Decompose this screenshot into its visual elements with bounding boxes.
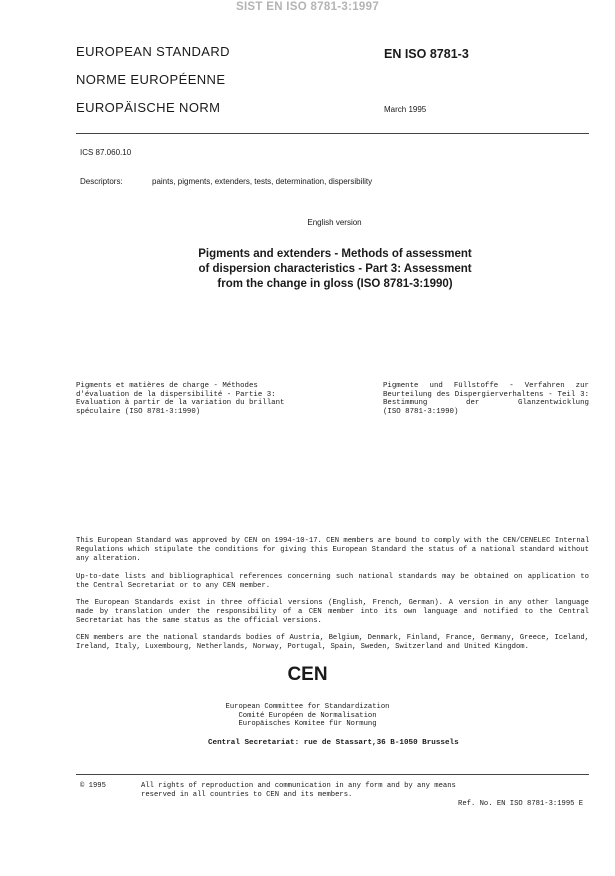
paragraph-line: CEN members are the national standards bodies of Austria, Belgium, Denmark, Finland, France, Germany, Greece, Iceland, [76,634,589,642]
paragraph-line: The European Standards exist in three official versions (English, French, German). A version in any other language [76,599,589,607]
cen-name-german: Europäisches Komitee für Normung [238,720,377,729]
title-line: from the change in gloss (ISO 8781-3:1990) [217,278,453,290]
descriptors-value: paints, pigments, extenders, tests, determination, dispersibility [152,177,373,186]
title-de-line: Beurteilung des Dispergierverhaltens - Teil 3: [383,390,589,399]
title-de-line: Bestimmung der Glanzentwicklung [383,399,589,407]
title-fr-line: Evaluation à partir de la variation du brillant [76,399,285,407]
title-fr-line: d'évaluation de la dispersibilité - Partie 3: [76,390,276,399]
cen-name-english: European Committee for Standardization [225,703,390,711]
header-norme-europeenne: NORME EUROPÉENNE [76,72,226,87]
version-label: English version [307,218,362,227]
publication-date: March 1995 [384,105,427,114]
header-divider [76,133,589,134]
copyright: © 1995 [80,782,106,790]
cen-logo: CEN [287,664,328,685]
title-de-line: (ISO 8781-3:1990) [383,407,459,416]
document-title [160,247,510,292]
paragraph-line: Secretariat has the same status as the official versions. [76,616,322,625]
central-secretariat: Central Secretariat: rue de Stassart,36 B-1050 Brussels [208,739,459,747]
header-european-standard: EUROPEAN STANDARD [76,44,230,59]
title-german [383,382,589,416]
cen-name-french: Comité Européen de Normalisation [238,711,377,720]
title-fr-line: Pigments et matières de charge - Méthodes [76,382,258,390]
paragraph-line: the Central Secretariat or to any CEN member. [76,581,271,590]
title-french [76,382,285,416]
members-paragraph [76,634,589,652]
descriptors-label: Descriptors: [80,177,123,186]
rights-line-2: reserved in all countries to CEN and its members. [141,791,353,799]
paragraph-line: Ireland, Italy, Luxembourg, Netherlands, Norway, Portugal, Spain, Sweden, Switzerland and United Kingdom. [76,642,529,651]
versions-paragraph [76,599,589,625]
watermark: SIST EN ISO 8781-3:1997 [235,1,380,13]
header-europaische-norm: EUROPÄISCHE NORM [76,100,221,115]
title-fr-line: spéculaire (ISO 8781-3:1990) [76,407,201,416]
paragraph-line: any alteration. [76,554,141,563]
references-paragraph [76,573,589,591]
cen-organization-names [0,703,615,729]
rights-line-1: All rights of reproduction and communication in any form and by any means [141,782,456,790]
paragraph-line: made by translation under the responsibility of a CEN member into its own language and notified to the Central [76,607,589,616]
ics-code: ICS 87.060.10 [80,148,132,157]
approval-paragraph [76,537,589,563]
standard-number: EN ISO 8781-3 [384,47,469,61]
title-de-line: Pigmente und Füllstoffe - Verfahren zur [383,382,589,390]
paragraph-line: Up-to-date lists and bibliographical references concerning such national standards may be obtained on application to [76,573,589,581]
paragraph-line: Regulations which stipulate the conditions for giving this European Standard the status of a national standard without [76,545,589,554]
title-line: Pigments and extenders - Methods of assessment [198,248,472,260]
footer-divider [76,774,589,775]
reference-number: Ref. No. EN ISO 8781-3:1995 E [458,800,584,808]
title-line: of dispersion characteristics - Part 3: Assessment [198,263,472,275]
paragraph-line: This European Standard was approved by CEN on 1994-10-17. CEN members are bound to comply with the CEN/CENELEC Internal [76,537,590,545]
